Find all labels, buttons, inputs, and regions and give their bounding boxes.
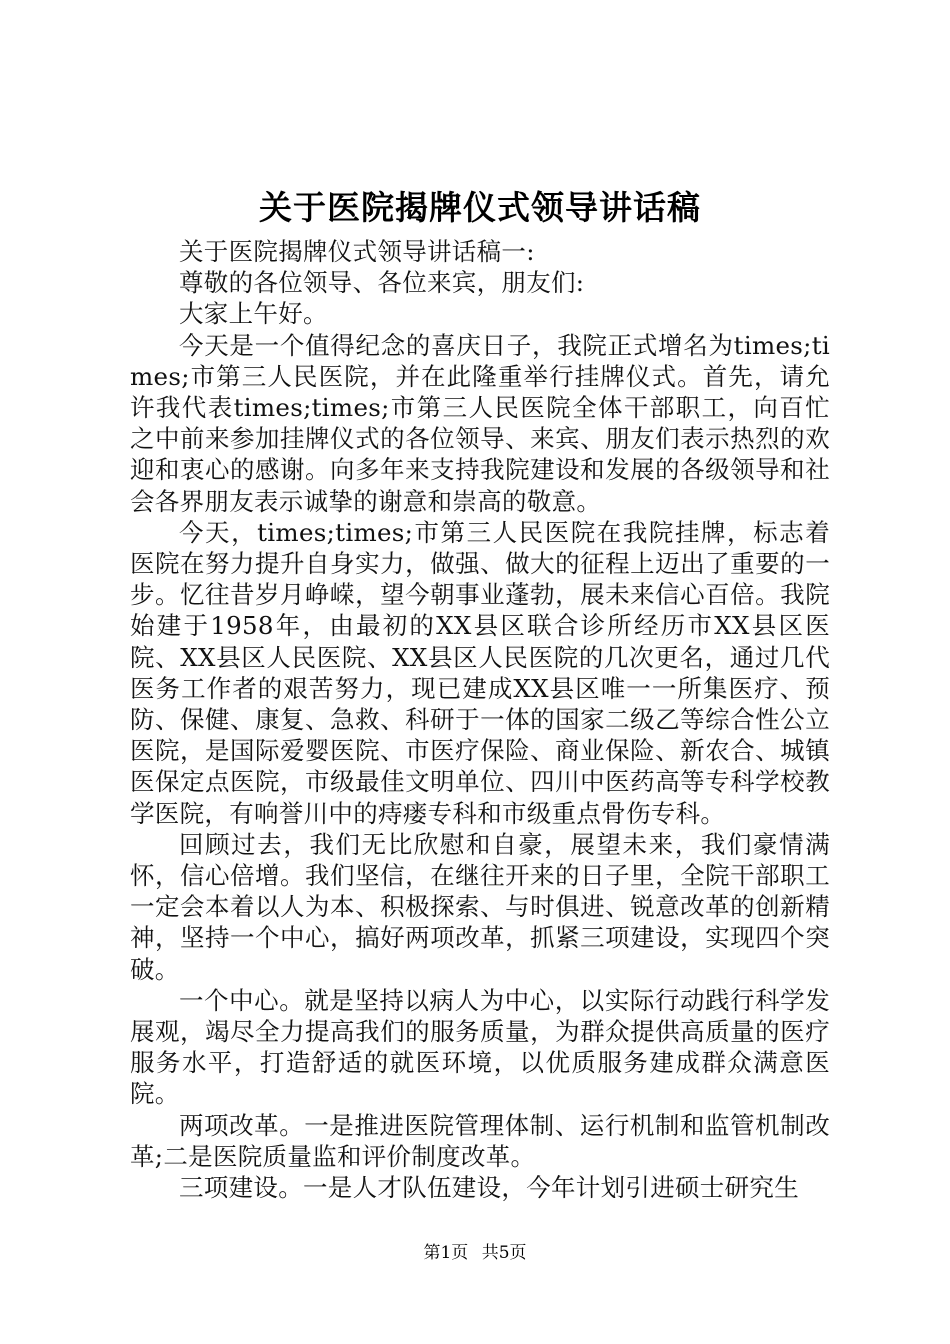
document-title: 关于医院揭牌仪式领导讲话稿: [259, 188, 701, 227]
paragraph: 回顾过去，我们无比欣慰和自豪，展望未来，我们豪情满怀，信心倍增。我们坚信，在继往开来的日子里，全院干部职工一定会本着以人为本、积极探索、与时俱进、锐意改革的创新精神，坚持一个中心，搞好两项改革，抓紧三项建设，实现四个突破。: [130, 829, 830, 984]
paragraph: 关于医院揭牌仪式领导讲话稿一:: [179, 237, 535, 266]
page-footer: [0, 1242, 950, 1264]
page-number: 第1页: [423, 1243, 469, 1263]
paragraph: 今天是一个值得纪念的喜庆日子，我院正式增名为times;times;市第三人民医院，并在此隆重举行挂牌仪式。首先，请允许我代表times;times;市第三人民医院全体干部职工，向百忙之中前来参加挂牌仪式的各位领导、来宾、朋友们表示热烈的欢迎和衷心的感谢。向多年来支持我院建设和发展的各级领导和社会各界朋友表示诚挚的谢意和崇高的敬意。: [130, 330, 830, 516]
document-body: [130, 236, 830, 1203]
paragraph: 今天，times;times;市第三人民医院在我院挂牌，标志着医院在努力提升自身实力，做强、做大的征程上迈出了重要的一步。忆往昔岁月峥嵘，望今朝事业蓬勃，展未来信心百倍。我院始建于1958年，由最初的XX县区联合诊所经历市XX县区医院、XX县区人民医院、XX县区人民医院的几次更名，通过几代医务工作者的艰苦努力，现已建成XX县区唯一一所集医疗、预防、保健、康复、急救、科研于一体的国家二级乙等综合性公立医院，是国际爱婴医院、市医疗保险、商业保险、新农合、城镇医保定点医院，市级最佳文明单位、四川中医药高等专科学校教学医院，有响誉川中的痔瘘专科和市级重点骨伤专科。: [130, 517, 830, 828]
paragraph: 尊敬的各位领导、各位来宾，朋友们:: [179, 268, 585, 298]
page-total: 共5页: [481, 1243, 527, 1263]
paragraph: 一个中心。就是坚持以病人为中心，以实际行动践行科学发展观，竭尽全力提高我们的服务质量，为群众提供高质量的医疗服务水平，打造舒适的就医环境，以优质服务建成群众满意医院。: [130, 985, 830, 1109]
paragraph: 三项建设。一是人才队伍建设，今年计划引进硕士研究生: [179, 1173, 799, 1203]
paragraph: 两项改革。一是推进医院管理体制、运行机制和监管机制改革;二是医院质量监和评价制度改革。: [130, 1110, 830, 1171]
paragraph: 大家上午好。: [179, 299, 328, 329]
